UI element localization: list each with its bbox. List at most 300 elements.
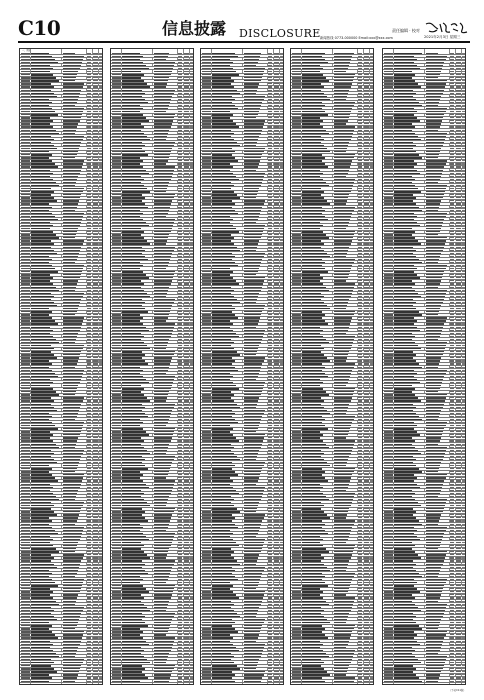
table-cell <box>280 348 283 349</box>
table-cell <box>99 240 102 241</box>
table-cell <box>87 514 91 515</box>
table-cell <box>244 610 258 611</box>
table-cell <box>21 631 30 632</box>
table-cell <box>178 376 182 377</box>
table-cell <box>31 151 49 152</box>
table-cell <box>122 197 145 198</box>
table-cell <box>99 382 102 383</box>
table-cell <box>280 123 283 124</box>
table-cell <box>244 265 260 266</box>
table-cell <box>212 133 234 134</box>
table-cell <box>21 308 30 309</box>
table-cell <box>178 551 182 552</box>
table-cell <box>244 431 256 432</box>
table-cell <box>202 456 211 457</box>
table-cell <box>190 370 193 371</box>
table-cell <box>87 468 91 469</box>
table-cell <box>202 502 211 503</box>
table-cell <box>358 323 362 324</box>
table-cell <box>112 662 121 663</box>
table-cell <box>184 480 189 481</box>
table-cell <box>93 490 98 491</box>
table-cell <box>212 637 233 638</box>
table-cell <box>122 653 141 654</box>
table-cell <box>184 99 189 100</box>
table-cell <box>202 145 211 146</box>
table-cell <box>154 659 167 660</box>
table-cell <box>244 604 261 605</box>
table-cell <box>87 287 91 288</box>
table-cell <box>280 484 283 485</box>
table-cell <box>184 222 189 223</box>
table-cell <box>268 382 272 383</box>
table-cell <box>280 462 283 463</box>
table-cell <box>292 250 301 251</box>
table-cell <box>154 148 172 149</box>
table-cell <box>21 508 30 509</box>
table-cell <box>93 434 98 435</box>
table-cell <box>202 299 211 300</box>
table-cell <box>274 163 279 164</box>
table-cell <box>280 133 283 134</box>
table-cell <box>112 120 121 121</box>
table-cell <box>21 197 30 198</box>
table-cell <box>184 662 189 663</box>
table-cell <box>274 327 279 328</box>
table-cell <box>87 474 91 475</box>
table-cell <box>112 631 121 632</box>
table-cell <box>63 419 75 420</box>
table-cell <box>244 160 260 161</box>
table-cell <box>154 484 174 485</box>
table-cell <box>184 200 189 201</box>
table-cell <box>178 148 182 149</box>
table-cell <box>21 354 30 355</box>
table-cell <box>178 487 182 488</box>
table-cell <box>99 53 102 54</box>
table-cell <box>184 576 189 577</box>
table-cell <box>244 437 264 438</box>
table-cell <box>93 283 98 284</box>
table-column <box>200 48 284 685</box>
table-cell <box>280 597 283 598</box>
table-cell <box>212 373 230 374</box>
table-cell <box>268 490 272 491</box>
table-cell <box>190 514 193 515</box>
table-cell <box>292 333 301 334</box>
table-cell <box>154 410 172 411</box>
table-cell <box>202 274 211 275</box>
table-cell <box>112 188 121 189</box>
table-cell <box>154 287 169 288</box>
table-cell <box>93 126 98 127</box>
table-cell <box>21 53 30 54</box>
table-cell <box>154 207 170 208</box>
table-cell <box>112 511 121 512</box>
table-cell <box>112 342 121 343</box>
table-cell <box>190 283 193 284</box>
table-cell <box>190 163 193 164</box>
table-cell <box>154 428 175 429</box>
table-cell <box>122 459 145 460</box>
table-cell <box>292 308 301 309</box>
table-cell <box>178 634 182 635</box>
table-cell <box>274 296 279 297</box>
table-cell <box>268 453 272 454</box>
table-cell <box>21 502 30 503</box>
table-cell <box>244 419 261 420</box>
table-cell <box>63 154 77 155</box>
table-cell <box>63 185 75 186</box>
table-cell <box>202 86 211 87</box>
table-cell <box>274 59 279 60</box>
table-cell <box>122 160 143 161</box>
table-cell <box>280 194 283 195</box>
table-cell <box>184 271 189 272</box>
table-cell <box>334 194 349 195</box>
table-cell <box>292 126 301 127</box>
table-cell <box>370 80 373 81</box>
table-cell <box>212 379 230 380</box>
table-cell <box>154 681 169 682</box>
table-cell <box>244 222 256 223</box>
table-cell <box>112 311 121 312</box>
table-cell <box>112 388 121 389</box>
table-cell <box>190 96 193 97</box>
table-cell <box>202 213 211 214</box>
table-cell <box>112 136 121 137</box>
table-cell <box>122 320 140 321</box>
table-cell <box>358 145 362 146</box>
table-cell <box>190 413 193 414</box>
table-cell <box>31 548 56 549</box>
table-cell <box>93 527 98 528</box>
table-cell <box>112 277 121 278</box>
table-cell <box>178 431 182 432</box>
table-cell <box>154 240 167 241</box>
table-cell <box>184 499 189 500</box>
table-cell <box>190 502 193 503</box>
table-cell <box>178 625 182 626</box>
table-cell <box>178 385 182 386</box>
table-cell <box>21 382 30 383</box>
table-cell <box>202 410 211 411</box>
table-cell <box>292 277 301 278</box>
table-cell <box>184 613 189 614</box>
table-cell <box>274 674 279 675</box>
table-cell <box>280 413 283 414</box>
table-cell <box>184 216 189 217</box>
table-cell <box>178 323 182 324</box>
table-cell <box>99 616 102 617</box>
table-cell <box>244 631 260 632</box>
table-cell <box>87 256 91 257</box>
table-cell <box>334 290 353 291</box>
table-cell <box>370 219 373 220</box>
table-cell <box>112 400 121 401</box>
table-cell <box>212 560 237 561</box>
header-rule <box>18 41 470 43</box>
table-cell <box>154 197 174 198</box>
table-cell <box>280 56 283 57</box>
table-cell <box>302 216 325 217</box>
table-cell <box>31 385 50 386</box>
table-cell <box>87 93 91 94</box>
table-cell <box>87 480 91 481</box>
table-cell <box>364 117 369 118</box>
table-cell <box>178 370 182 371</box>
table-cell <box>122 456 142 457</box>
table-cell <box>87 71 91 72</box>
table-cell <box>122 677 148 678</box>
table-cell <box>334 62 350 63</box>
table-cell <box>274 250 279 251</box>
table-cell <box>244 228 264 229</box>
table-cell <box>364 333 369 334</box>
table-cell <box>274 530 279 531</box>
table-cell <box>154 607 167 608</box>
table-cell <box>63 314 75 315</box>
table-cell <box>122 74 144 75</box>
table-cell <box>87 594 91 595</box>
table-cell <box>358 176 362 177</box>
table-cell <box>63 336 77 337</box>
table-cell <box>122 191 150 192</box>
table-cell <box>99 173 102 174</box>
table-cell <box>21 434 30 435</box>
table-cell <box>178 570 182 571</box>
table-cell <box>112 130 121 131</box>
table-cell <box>87 68 91 69</box>
table-cell <box>202 576 211 577</box>
table-cell <box>292 123 301 124</box>
table-cell <box>184 333 189 334</box>
table-cell <box>63 311 77 312</box>
table-cell <box>154 133 168 134</box>
table-cell <box>280 367 283 368</box>
table-cell <box>190 308 193 309</box>
table-cell <box>21 333 30 334</box>
table-cell <box>21 216 30 217</box>
table-cell <box>268 207 272 208</box>
table-cell <box>268 290 272 291</box>
table-cell <box>292 179 301 180</box>
table-cell <box>190 56 193 57</box>
table-cell <box>21 576 30 577</box>
table-cell <box>63 114 82 115</box>
table-cell <box>21 93 30 94</box>
table-cell <box>178 480 182 481</box>
table-cell <box>302 188 321 189</box>
table-cell <box>302 240 321 241</box>
table-cell <box>93 477 98 478</box>
table-cell <box>212 194 237 195</box>
table-cell <box>370 154 373 155</box>
table-cell <box>190 160 193 161</box>
table-cell <box>122 477 140 478</box>
table-cell <box>99 287 102 288</box>
table-cell <box>99 385 102 386</box>
table-cell <box>268 210 272 211</box>
table-cell <box>370 203 373 204</box>
table-cell <box>93 133 98 134</box>
table-cell <box>112 102 121 103</box>
table-cell <box>212 502 231 503</box>
table-cell <box>112 74 121 75</box>
table-cell <box>212 311 232 312</box>
table-cell <box>268 111 272 112</box>
table-cell <box>178 296 182 297</box>
table-cell <box>99 637 102 638</box>
table-cell <box>190 400 193 401</box>
table-cell <box>31 327 50 328</box>
table-cell <box>292 256 301 257</box>
table-cell <box>190 404 193 405</box>
table-cell <box>31 496 56 497</box>
table-cell <box>212 545 239 546</box>
table-cell <box>364 139 369 140</box>
table-cell <box>268 665 272 666</box>
table-cell <box>112 477 121 478</box>
table-cell <box>154 502 167 503</box>
table-cell <box>274 527 279 528</box>
table-cell <box>244 62 258 63</box>
table-cell <box>112 619 121 620</box>
table-cell <box>112 502 121 503</box>
table-cell <box>93 493 98 494</box>
table-cell <box>244 86 258 87</box>
table-cell <box>268 80 272 81</box>
table-cell <box>93 480 98 481</box>
table-cell <box>63 637 82 638</box>
table-cell <box>87 342 91 343</box>
table-cell <box>202 96 211 97</box>
table-cell <box>370 86 373 87</box>
table-cell <box>93 625 98 626</box>
table-cell <box>112 385 121 386</box>
table-cell <box>190 191 193 192</box>
table-cell <box>112 447 121 448</box>
table-cell <box>21 437 30 438</box>
table-cell <box>280 308 283 309</box>
table-cell <box>190 650 193 651</box>
table-cell <box>274 262 279 263</box>
table-cell <box>268 259 272 260</box>
table-cell <box>202 327 211 328</box>
table-cell <box>99 502 102 503</box>
table-cell <box>93 327 98 328</box>
table-column <box>290 48 374 685</box>
table-cell <box>93 185 98 186</box>
table-cell <box>212 345 231 346</box>
table-cell <box>274 382 279 383</box>
table-cell <box>93 622 98 623</box>
table-cell <box>93 302 98 303</box>
table-cell <box>87 308 91 309</box>
table-cell <box>292 80 301 81</box>
table-cell <box>274 231 279 232</box>
table-cell <box>184 130 189 131</box>
table-cell <box>370 130 373 131</box>
table-cell <box>274 385 279 386</box>
table-cell <box>302 330 323 331</box>
table-cell <box>202 228 211 229</box>
table-cell <box>93 604 98 605</box>
table-cell <box>244 619 265 620</box>
table-cell <box>370 133 373 134</box>
table-cell <box>31 336 53 337</box>
table-cell <box>292 280 301 281</box>
table-cell <box>202 551 211 552</box>
table-cell <box>302 259 322 260</box>
table-cell <box>244 302 256 303</box>
table-cell <box>122 484 146 485</box>
table-cell <box>334 210 354 211</box>
table-cell <box>184 656 189 657</box>
table-cell <box>190 274 193 275</box>
table-cell <box>122 379 146 380</box>
table-cell <box>87 265 91 266</box>
table-cell <box>212 570 235 571</box>
table-cell <box>302 323 328 324</box>
table-cell <box>31 668 54 669</box>
table-cell <box>184 524 189 525</box>
table-cell <box>21 345 30 346</box>
table-cell <box>364 166 369 167</box>
table-cell <box>99 345 102 346</box>
table-cell <box>358 219 362 220</box>
table-cell <box>87 570 91 571</box>
table-cell <box>112 601 121 602</box>
table-cell <box>93 394 98 395</box>
table-cell <box>63 576 75 577</box>
table-cell <box>370 111 373 112</box>
table-cell <box>212 554 231 555</box>
table-cell <box>93 637 98 638</box>
table-cell <box>202 151 211 152</box>
table-cell <box>364 68 369 69</box>
table-cell <box>244 650 263 651</box>
table-cell <box>274 474 279 475</box>
table-cell <box>122 413 145 414</box>
table-cell <box>178 93 182 94</box>
table-cell <box>190 591 193 592</box>
table-cell <box>87 637 91 638</box>
table-cell <box>334 234 354 235</box>
table-cell <box>178 499 182 500</box>
table-cell <box>63 567 79 568</box>
table-cell <box>178 490 182 491</box>
table-cell <box>202 68 211 69</box>
table-cell <box>202 323 211 324</box>
table-cell <box>178 456 182 457</box>
table-cell <box>212 616 240 617</box>
table-cell <box>302 173 323 174</box>
table-cell <box>280 59 283 60</box>
table-cell <box>358 302 362 303</box>
table-cell <box>202 471 211 472</box>
table-cell <box>178 173 182 174</box>
table-cell <box>268 287 272 288</box>
table-cell <box>21 317 30 318</box>
table-cell <box>212 388 239 389</box>
table-cell <box>184 677 189 678</box>
table-cell <box>370 317 373 318</box>
table-cell <box>99 370 102 371</box>
table-cell <box>202 253 211 254</box>
table-cell <box>154 631 168 632</box>
table-cell <box>274 126 279 127</box>
